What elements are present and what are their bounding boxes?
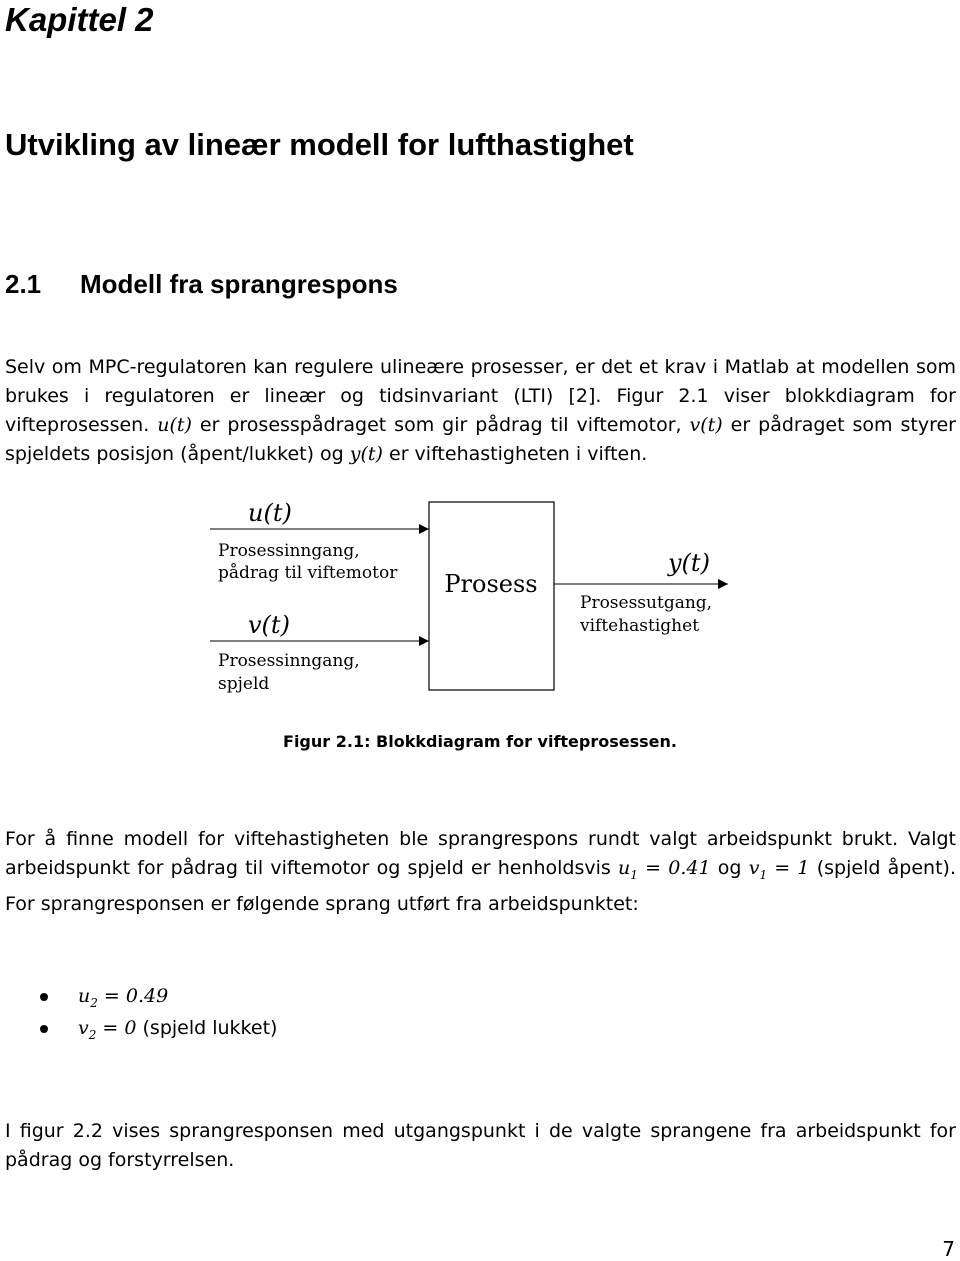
value: = 0.41 <box>637 857 711 879</box>
subscript: 2 <box>90 995 98 1010</box>
value: = 0.49 <box>97 985 169 1007</box>
text: er pådraget som styrer spjeldets posisjon (åpent/lukket) og <box>5 414 956 465</box>
var: v <box>78 1017 89 1039</box>
bullet-dot-icon <box>40 1025 48 1033</box>
text: er prosesspådraget som gir pådrag til viftemotor, <box>191 414 690 436</box>
input2-desc-line2: spjeld <box>218 674 270 694</box>
value: = 1 <box>767 857 810 879</box>
math-u1 <box>618 857 711 882</box>
text: Selv om MPC-regulatoren kan regulere ulineære prosesser, er det et krav i Matlab at modellen som brukes i regulatoren er lineær og tidsinvariant (LTI) [2]. Figur 2.1 viser blokkdiagram for vifteprosessen. <box>5 356 956 436</box>
text: (spjeld åpent). For sprangresponsen er følgende sprang utført fra arbeidspunktet: <box>5 857 956 915</box>
output-symbol: y(t) <box>668 549 710 577</box>
paragraph-operating-point <box>5 825 956 919</box>
input2-desc-line1: Prosessinngang, <box>218 651 360 671</box>
section-heading <box>5 266 398 302</box>
math-y: y(t) <box>349 443 383 465</box>
text: er viftehastigheten i viften. <box>382 443 648 465</box>
section-number: 2.1 <box>5 269 42 299</box>
math-v1 <box>748 857 810 882</box>
subscript: 1 <box>630 867 638 882</box>
block-label: Prosess <box>444 570 538 598</box>
input1-symbol: u(t) <box>248 499 292 527</box>
paragraph-step-response: I figur 2.2 vises sprangresponsen med utgangspunkt i de valgte sprangene fra arbeidspunkt for pådrag og forstyrrelsen. <box>5 1120 956 1171</box>
var: u <box>618 857 631 879</box>
input1-desc-line2: pådrag til viftemotor <box>218 563 398 583</box>
input1-desc-line1: Prosessinngang, <box>218 541 360 561</box>
chapter-heading: Kapittel 2 <box>5 1 154 38</box>
page-number: 7 <box>942 1237 955 1261</box>
var: u <box>78 985 91 1007</box>
block-diagram <box>210 495 750 705</box>
bullet-dot-icon <box>40 993 48 1001</box>
math-u: u(t) <box>157 414 192 436</box>
text: (spjeld lukket) <box>136 1017 278 1039</box>
text: og <box>710 857 749 879</box>
subscript: 2 <box>88 1027 97 1042</box>
chapter-title: Utvikling av lineær modell for lufthastighet <box>5 127 634 162</box>
paragraph-intro <box>5 353 956 469</box>
output-desc-line2: viftehastighet <box>580 616 700 636</box>
list-item <box>40 980 277 1012</box>
math-v: v(t) <box>689 414 723 436</box>
math-u2 <box>78 985 169 1010</box>
output-desc-line1: Prosessutgang, <box>580 593 713 613</box>
math-v2 <box>78 1017 137 1042</box>
subscript: 1 <box>759 867 768 882</box>
bullet-list <box>40 980 277 1044</box>
var: v <box>748 857 760 879</box>
value: = 0 <box>96 1017 137 1039</box>
list-item <box>40 1012 277 1044</box>
input2-symbol: v(t) <box>248 611 290 639</box>
figure-caption: Figur 2.1: Blokkdiagram for vifteprosessen. <box>283 732 677 751</box>
text: For å finne modell for viftehastigheten ble sprangrespons rundt valgt arbeidspunkt brukt. Valgt arbeidspunkt for pådrag til viftemotor og spjeld er henholdsvis <box>5 828 956 879</box>
section-title: Modell fra sprangrespons <box>80 269 398 299</box>
